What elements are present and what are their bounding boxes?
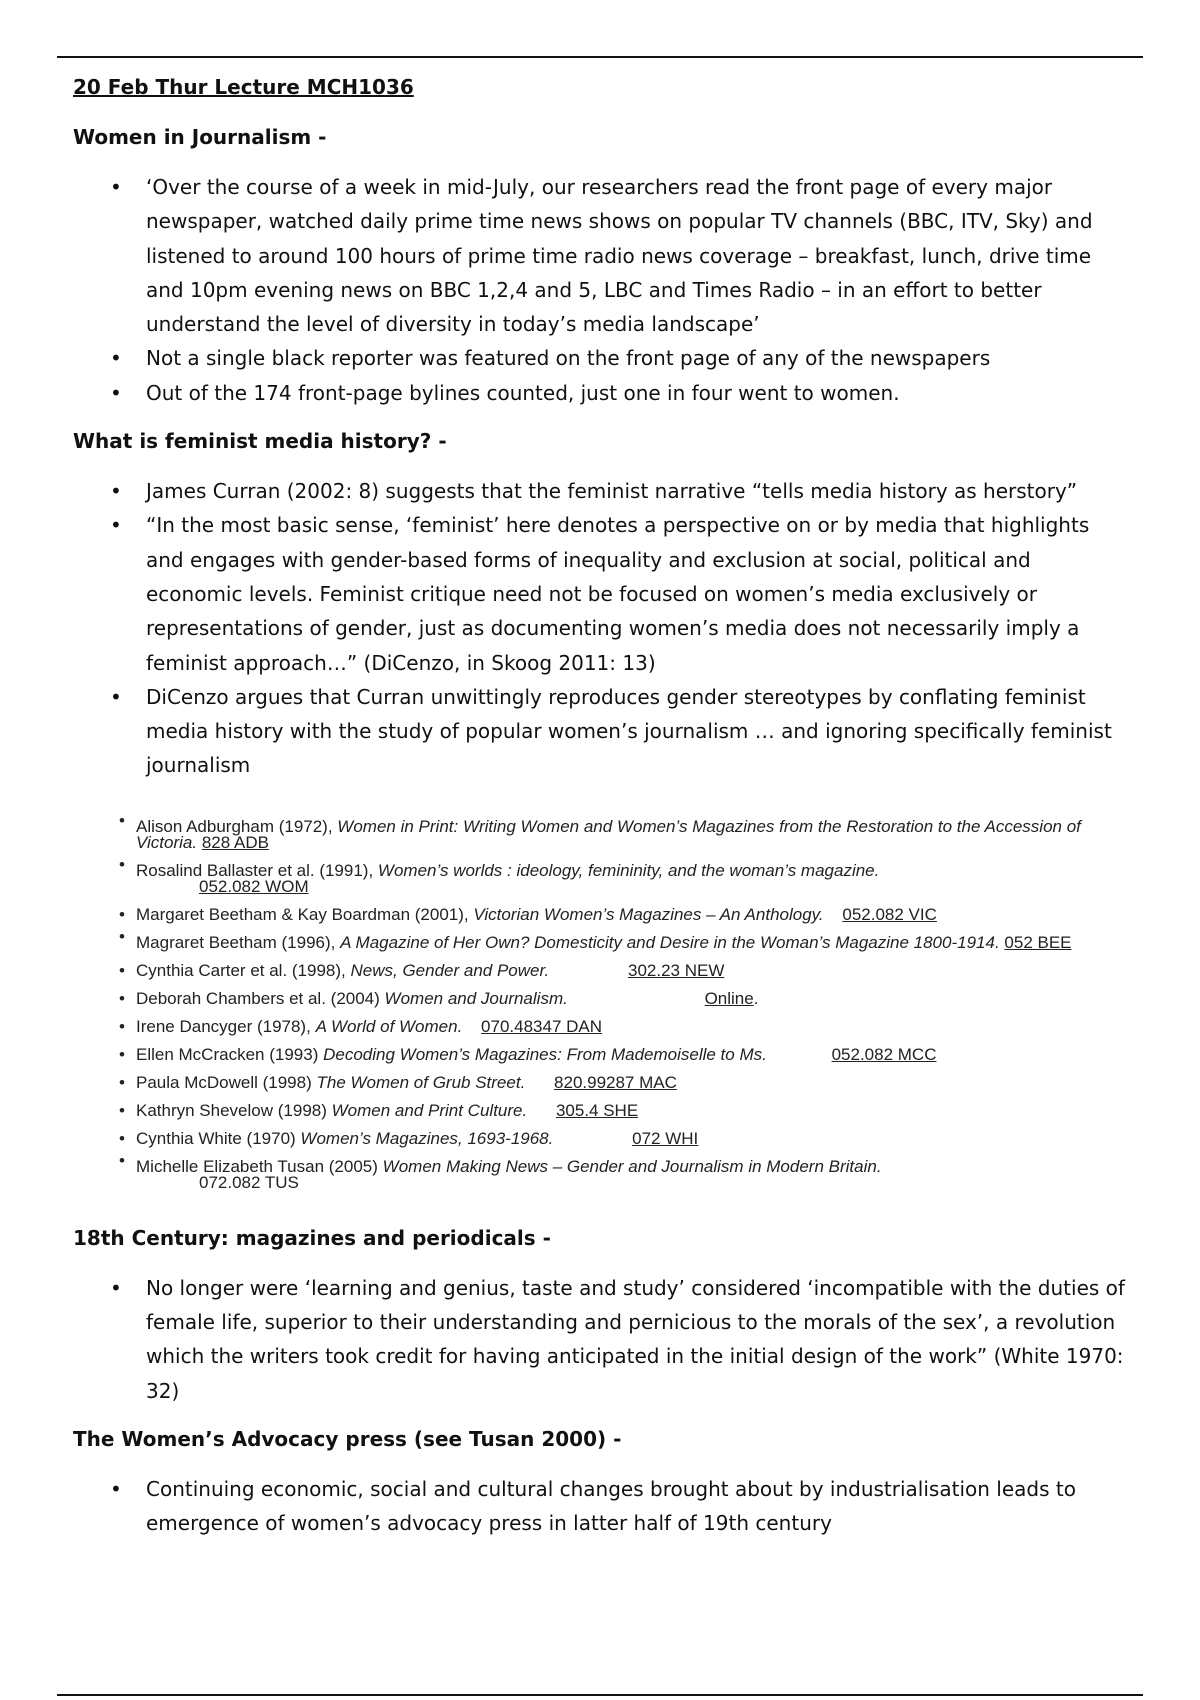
reference-author: Deborah Chambers et al. (2004) — [136, 988, 380, 1008]
reference-author: Magraret Beetham (1996), — [136, 932, 336, 952]
reference-author: Cynthia White (1970) — [136, 1128, 296, 1148]
reference-title: Women Making News – Gender and Journalism in Modern Britain. — [382, 1156, 882, 1176]
list-item: • “In the most basic sense, ‘feminist’ here denotes a perspective on or by media that highlights and engages with gender-based forms of inequality and exclusion at social, political and economic levels. Feminist critique need not be focused on women’s media exclusively or representations of gender, just as documenting women’s media does not necessarily imply a feminist approach…” (DiCenzo, in Skoog 2011: 13) — [73, 508, 1133, 679]
list-advocacy-press — [73, 1472, 1133, 1541]
heading-eighteenth-century: 18th Century: magazines and periodicals - — [73, 1225, 551, 1250]
reference-author: Ellen McCracken (1993) — [136, 1044, 319, 1064]
reference-title: Women and Print Culture. — [331, 1100, 528, 1120]
list-item: • Continuing economic, social and cultural changes brought about by industrialisation leads to emergence of women’s advocacy press in latter half of 19th century — [73, 1472, 1133, 1541]
reference-author: Paula McDowell (1998) — [136, 1072, 312, 1092]
reference-author: Michelle Elizabeth Tusan (2005) — [136, 1156, 378, 1176]
reference-classmark: 302.23 NEW — [627, 960, 725, 980]
reference-author: Margaret Beetham & Kay Boardman (2001), — [136, 904, 469, 924]
reference-suffix: . — [753, 988, 759, 1008]
reference-classmark: 305.4 SHE — [555, 1100, 639, 1120]
reference-author: Rosalind Ballaster et al. (1991), — [136, 860, 374, 880]
reference-item — [73, 1069, 1133, 1097]
reference-classmark: 828 ADB — [201, 832, 269, 852]
list-eighteenth-century — [73, 1271, 1133, 1408]
reference-item — [73, 1125, 1133, 1153]
reference-item — [73, 901, 1133, 929]
reference-item — [73, 1097, 1133, 1125]
page-title: 20 Feb Thur Lecture MCH1036 — [73, 75, 414, 99]
reference-classmark: 052.082 VIC — [842, 904, 937, 924]
reference-classmark: 052 BEE — [1004, 932, 1072, 952]
list-item: • DiCenzo argues that Curran unwittingly reproduces gender stereotypes by conflating feminist media history with the study of popular women’s journalism … and ignoring specifically feminist journalism — [73, 680, 1133, 783]
list-item: • Out of the 174 front-page bylines counted, just one in four went to women. — [73, 376, 1133, 410]
reference-title: The Women of Grub Street. — [316, 1072, 526, 1092]
reference-item — [73, 957, 1133, 985]
reading-list — [73, 813, 1133, 1197]
reference-author: Irene Dancyger (1978), — [136, 1016, 311, 1036]
reference-author: Alison Adburgham (1972), — [136, 816, 333, 836]
reference-author: Kathryn Shevelow (1998) — [136, 1100, 327, 1120]
list-women-in-journalism — [73, 170, 1133, 410]
reference-classmark: 072.082 TUS — [199, 1172, 299, 1192]
reference-item — [73, 1013, 1133, 1041]
list-item: • ‘Over the course of a week in mid-July, our researchers read the front page of every major newspaper, watched daily prime time news shows on popular TV channels (BBC, ITV, Sky) and listened to around 100 hours of prime time radio news coverage – breakfast, lunch, drive time and 10pm evening news on BBC 1,2,4 and 5, LBC and Times Radio – in an effort to better understand the level of diversity in today’s media landscape’ — [73, 170, 1133, 341]
reference-title: A Magazine of Her Own? Domesticity and Desire in the Woman’s Magazine 1800-1914. — [340, 932, 1000, 952]
list-item: • Not a single black reporter was featured on the front page of any of the newspapers — [73, 341, 1133, 375]
reference-title: Women and Journalism. — [384, 988, 568, 1008]
bottom-rule — [57, 1694, 1143, 1696]
reference-title: News, Gender and Power. — [350, 960, 550, 980]
reference-classmark: 052.082 MCC — [831, 1044, 937, 1064]
heading-feminist-media-history: What is feminist media history? - — [73, 429, 447, 454]
list-item: • James Curran (2002: 8) suggests that the feminist narrative “tells media history as herstory” — [73, 474, 1133, 508]
reference-title: Women’s Magazines, 1693-1968. — [300, 1128, 554, 1148]
reference-item — [73, 1041, 1133, 1069]
top-rule — [57, 56, 1143, 58]
reference-classmark: Online — [704, 988, 754, 1008]
reference-title: A World of Women. — [315, 1016, 463, 1036]
reference-classmark: 070.48347 DAN — [481, 1016, 603, 1036]
reference-item — [73, 929, 1133, 957]
reference-item — [73, 985, 1133, 1013]
reference-title: Women’s worlds : ideology, femininity, and the woman’s magazine. — [377, 860, 880, 880]
heading-advocacy-press: The Women’s Advocacy press (see Tusan 2000) - — [73, 1426, 622, 1451]
reference-item — [73, 813, 1133, 857]
document-body — [73, 72, 1133, 1541]
reference-title: Decoding Women’s Magazines: From Mademoiselle to Ms. — [323, 1044, 767, 1064]
reference-item — [73, 857, 1133, 901]
list-feminist-media-history — [73, 474, 1133, 783]
heading-women-in-journalism: Women in Journalism - — [73, 125, 327, 149]
reference-classmark: 072 WHI — [632, 1128, 699, 1148]
reference-title: Victorian Women’s Magazines – An Anthology. — [473, 904, 824, 924]
reference-item — [73, 1153, 1133, 1197]
reference-classmark: 052.082 WOM — [199, 876, 309, 896]
reference-title: Women in Print: Writing Women and Women’s Magazines from the Restoration to the Accession of Victoria. — [136, 816, 1081, 852]
list-item: • No longer were ‘learning and genius, taste and study’ considered ‘incompatible with the duties of female life, superior to their understanding and pernicious to the morals of the sex’, a revolution which the writers took credit for having anticipated in the initial design of the work” (White 1970: 32) — [73, 1271, 1133, 1408]
reference-classmark: 820.99287 MAC — [554, 1072, 677, 1092]
reference-author: Cynthia Carter et al. (1998), — [136, 960, 346, 980]
